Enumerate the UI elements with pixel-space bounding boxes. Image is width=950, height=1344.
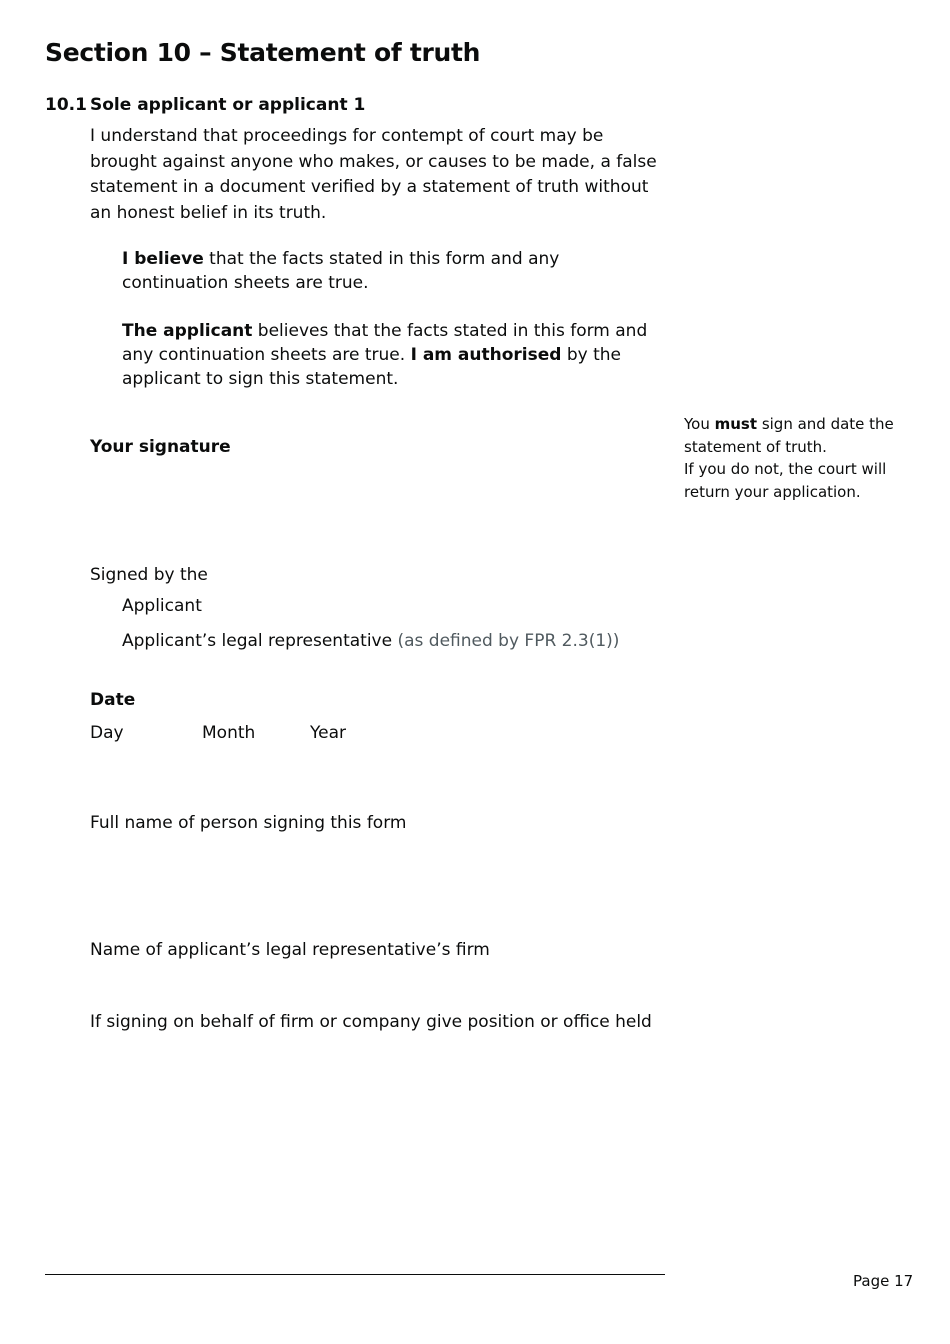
signed-by-applicant-option[interactable]: Applicant	[122, 596, 202, 616]
legal-rep-option-note: (as defined by FPR 2.3(1))	[392, 631, 620, 651]
side-note-prefix: You	[684, 415, 715, 433]
side-note-suffix: sign and date the statement of truth.	[684, 415, 894, 456]
firm-name-label: Name of applicant’s legal representative’s firm	[90, 940, 490, 960]
position-label: If signing on behalf of firm or company give position or office held	[90, 1012, 652, 1032]
section-title: Section 10 – Statement of truth	[45, 38, 481, 67]
signed-by-legal-rep-option[interactable]	[122, 631, 619, 651]
authorised-statement	[122, 319, 667, 391]
subsection-number: 10.1	[45, 95, 87, 115]
signature-side-note	[684, 413, 924, 503]
authorised-statement-middle: believes that the facts stated in this form and any continuation sheets are true.	[122, 321, 648, 365]
footer-divider	[45, 1274, 665, 1275]
date-label: Date	[90, 690, 136, 710]
signed-by-label: Signed by the	[90, 565, 208, 585]
date-year-label: Year	[310, 723, 346, 743]
authorised-statement-bold-1: The applicant	[122, 321, 253, 341]
legal-rep-option-label: Applicant’s legal representative	[122, 631, 393, 651]
side-note-line2: If you do not, the court will return your application.	[684, 460, 887, 501]
belief-statement-bold: I believe	[122, 249, 204, 269]
authorised-statement-end: by the applicant to sign this statement.	[122, 345, 621, 389]
full-name-label: Full name of person signing this form	[90, 813, 407, 833]
authorised-statement-bold-2: I am authorised	[410, 345, 562, 365]
contempt-warning: I understand that proceedings for contempt of court may be brought against anyone who makes, or causes to be made, a false statement in a document verified by a statement of truth without an honest belief in its truth.	[90, 126, 657, 223]
belief-statement-text: that the facts stated in this form and any continuation sheets are true.	[122, 249, 560, 293]
signature-label: Your signature	[90, 437, 231, 457]
date-day-label: Day	[90, 723, 124, 743]
date-month-label: Month	[202, 723, 256, 743]
side-note-bold: must	[714, 415, 758, 433]
page-number: Page 17	[853, 1272, 914, 1290]
subsection-title: Sole applicant or applicant 1	[90, 95, 366, 115]
belief-statement	[122, 247, 667, 295]
